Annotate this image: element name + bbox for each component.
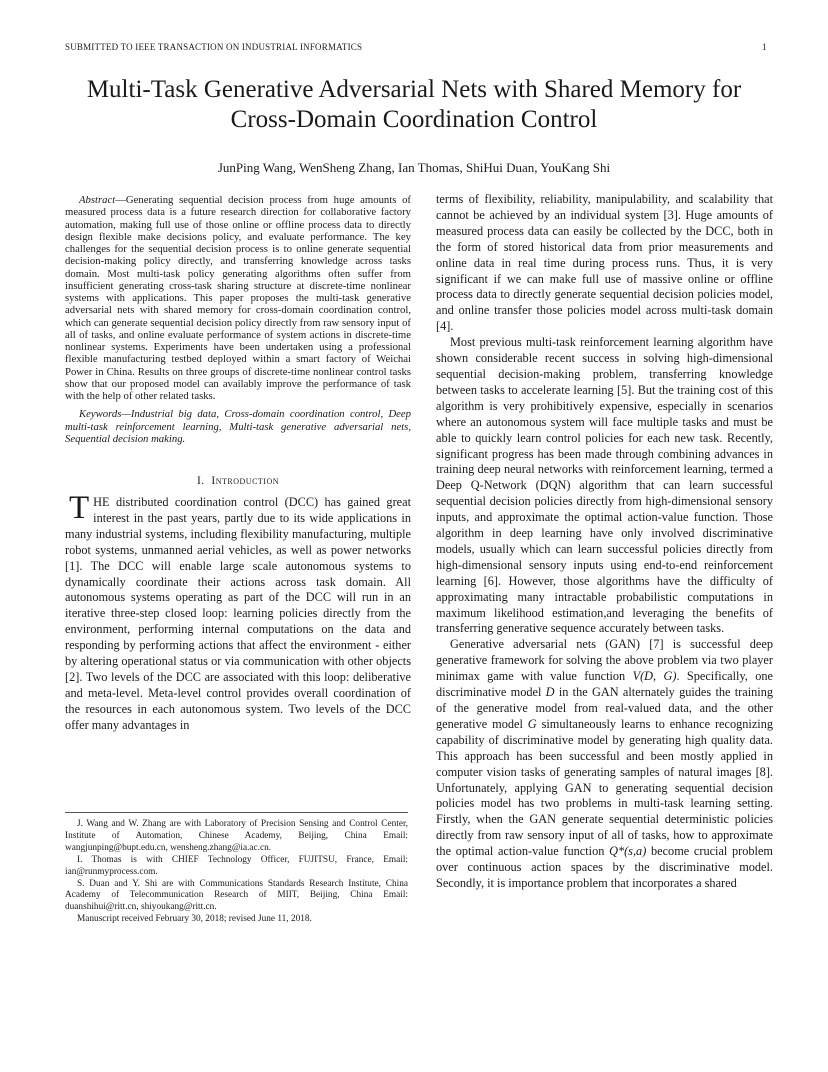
section-heading-introduction <box>65 475 411 487</box>
left-column <box>65 194 411 734</box>
section-title: Introduction <box>211 475 280 487</box>
footnote-2: I. Thomas is with CHIEF Technology Officer, FUJITSU, France, Email: ian@runmyprocess.com. <box>65 854 408 877</box>
footnotes <box>65 819 408 926</box>
p3-text-c: in the GAN alternately guides the training of the generative model from real-valued data, and the other generative model <box>436 685 774 731</box>
author-list: JunPing Wang, WenSheng Zhang, Ian Thomas, ShiHui Duan, YouKang Shi <box>217 160 611 175</box>
intro-paragraph-1 <box>65 490 411 734</box>
title-line-1: Multi-Task Generative Adversarial Nets with Shared Memory for <box>86 76 742 103</box>
p3-text-b: . Specifically, one discriminative model <box>436 669 773 700</box>
abstract-label: Abstract <box>79 194 116 206</box>
right-column <box>436 192 773 892</box>
drop-cap: T <box>69 490 90 526</box>
intro-text: distributed coordination control (DCC) has gained great interest in the past years, partly due to its wide applications in many industrial systems, including flexibility manufacturing, multiple robot systems, unmanned aerial vehicles, as well as power networks [1]. The DCC will enable large scale autonomous systems to dynamically coordinate their actions across task domain. All autonomous systems operating as part of the DCC will run in an iterative three-step closed loop: learning policies directly from the environment, performing internal computations on the data and responding by performing actions that affect the environment - either by altering operational status or via communication with other objects [2]. Two levels of the DCC are associated with this loop: deliberative and meta-level. Meta-level control provides overall coordination of the resources in each autonomous system. Two levels of the DCC offer many advantages in <box>65 495 411 732</box>
value-function-math: V(D, G) <box>632 669 677 684</box>
keywords-text: Industrial big data, Cross-domain coordination control, Deep multi-task reinforcement learning, Multi-task generative adversarial nets, Sequential decision making. <box>65 408 411 445</box>
abstract <box>65 194 411 402</box>
footnote-3: S. Duan and Y. Shi are with Communications Standards Research Institute, China Academy of Telecommunication Research of MIIT, Beijing, China Email: duanshihui@ritt.cn, shiyoukang@ritt.cn. <box>65 878 408 913</box>
paper-title <box>60 75 768 135</box>
intro-first-word: HE <box>93 495 110 509</box>
abstract-dash: — <box>115 194 126 206</box>
title-line-2: Cross-Domain Coordination Control <box>230 106 598 133</box>
footnote-divider <box>65 812 408 813</box>
p3-text-d: simultaneously learns to enhance recognizing capability of discriminative model by generating high quality data. This approach has been successful and been mostly applied in computer vision tasks of generating samples of natural images [8]. Unfortunately, applying GAN to generating sequential decision policies model has two problems in multi-task learning setting. Firstly, when the GAN generate sequential deterministic policies directly from raw sensory input of all of tasks, how to approximate the optimal action-value function <box>436 716 774 859</box>
keywords <box>65 408 411 445</box>
p3-text-e: become crucial problem over continuous action spaces by the discriminative model. Secondly, it is importance problem that incorporates a shared <box>436 844 773 890</box>
footnote-1: J. Wang and W. Zhang are with Laboratory of Precision Sensing and Control Center, Institute of Automation, Chinese Academy, Beijing, China Email: wangjunping@bupt.edu.cn, wensheng.zhang@ia.ac.cn. <box>65 819 408 853</box>
running-header: SUBMITTED TO IEEE TRANSACTION ON INDUSTRIAL INFORMATICS <box>65 42 363 52</box>
section-numeral: I. <box>196 475 205 487</box>
keywords-dash: — <box>121 408 131 421</box>
discriminator-math: D <box>545 685 555 700</box>
page-number: 1 <box>762 42 767 52</box>
p3-text-a: Generative adversarial nets (GAN) [7] is successful deep generative framework for solving the above problem via two player minimax game with value function <box>436 637 773 684</box>
generator-math: G <box>527 716 537 731</box>
right-paragraph-1: terms of flexibility, reliability, manipulability, and scalability that cannot be achieved by an individual system [3]. Huge amounts of measured process data can easily be collected by the DCC, both in the form of stored historical data from prior measurements and online data in real time during process runs. Thus, it is very significant if we can make full use of massive online or offline process data to directly generate sequential decision policies model, and online transfer those policies model across multi-task domain [4]. <box>436 192 773 334</box>
right-paragraph-3 <box>436 637 773 892</box>
abstract-text: Generating sequential decision process from huge amounts of measured process data is a future research direction for collaborative factory automation, making full use of those online or offline process data to directly design flexible make decisions policy, and evaluate performance. The key challenges for the sequential decision process is to online generate sequential decision-making policy directly, and transferring knowledge across tasks domain. Most multi-task policy generating algorithms often suffer from insufficient generating cross-task sharing structure at discrete-time nonlinear systems with applications. This paper proposes the multi-task generative adversarial nets with shared memory for cross-domain coordination control, which can generate sequential decision policy directly from raw sensory input of all of tasks, and online evaluate performance of system actions in discrete-time nonlinear systems. Experiments have been undertaken using a professional flexible manufacturing testbed deployed within a smart factory of Weichai Power in China. Results on three groups of discrete-time nonlinear control tasks show that our proposed model can availably improve the performance of task with the help of other related tasks. <box>65 194 411 402</box>
footnote-4: Manuscript received February 30, 2018; revised June 11, 2018. <box>77 914 312 925</box>
q-function-math: Q*(s,a) <box>609 844 647 859</box>
keywords-label: Keywords <box>79 408 122 421</box>
right-paragraph-2: Most previous multi-task reinforcement learning algorithm have shown considerable recent success in solving high-dimensional sequential decision-making problem, transferring knowledge between tasks to accelerate learning [5]. But the training cost of this algorithm is very prohibitively expensive, especially in scenarios where an autonomous system will face multiple tasks and must be able to quickly learn control policies for each new task. Recently, significant progress has been made through combining advances in training deep neural networks with reinforcement learning, termed a Deep Q-Network (DQN) algorithm that can learn successful sequential decision policies directly from high-dimensional sensory inputs, and approximate the optimal action-value function. Those algorithm in deep learning have only involved discriminative models, usually which can learn successful policies directly from high-dimensional sensory inputs using end-to-end reinforcement learning [6]. However, those algorithms have the difficulty of approximating many intractable probabilistic computations in maximum likelihood estimation,and leveraging the benefits of transferring generative sequence accurately between tasks. <box>436 335 773 636</box>
